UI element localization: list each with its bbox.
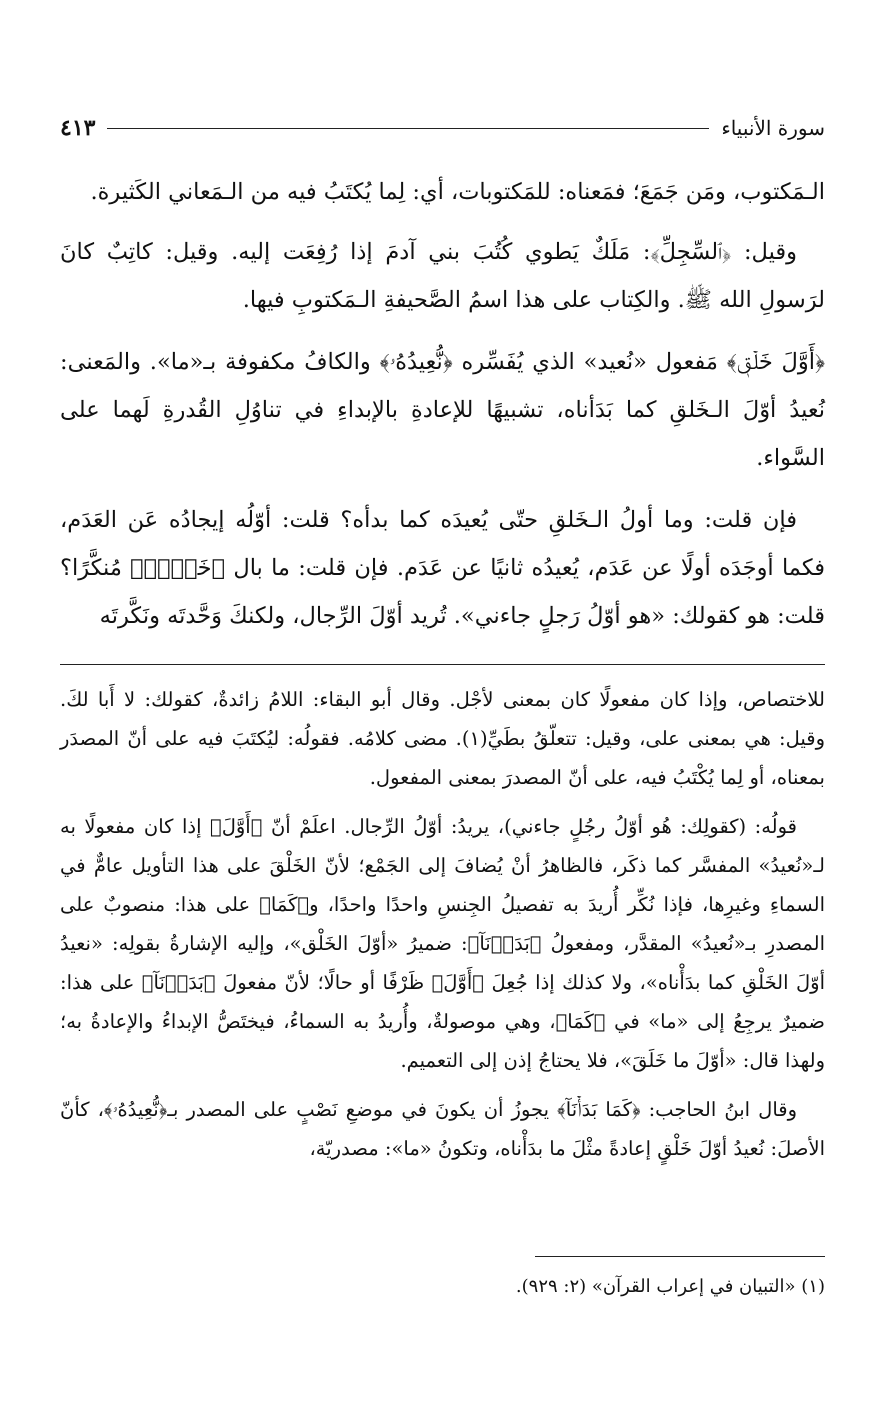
main-paragraph-1: الـمَكتوب، ومَن جَمَعَ؛ فمَعناه: للمَكتوبات، أي: لِما يُكتَبُ فيه من الـمَعاني الكَثيرة.: [90, 179, 825, 205]
commentary-paragraph-2: قولُه: (كقولِك: هُو أوّلُ رجُلٍ جاءني)، يريدُ: أوّلُ الرِّجال. اعلَمْ أنّ ﴿أَوَّلَ﴾ إذا كان مفعولًا به لـ«نُعيدُ» المفسَّر كما ذكَر، فالظاهرُ أنْ يُضافَ إلى الجَمْع؛ لأنّ الخَلْقَ على هذا التأويل عامٌّ في السماءِ وغيرِها، فإذا نُكِّر أُريدَ به تفصيلُ الجِنسِ واحدًا واحدًا، و﴿كَمَا﴾ على هذا: منصوبٌ على المصدرِ بـ«نُعيدُ» المقدَّر، ومفعولُ ﴿بَدَأۡنَآ﴾: ضميرُ «أوّلَ الخَلْق»، وإليه الإشارةُ بقولِه: «نعيدُ أوّلَ الخَلْقِ كما بدَأْناه»، ولا كذلك إذا جُعِلَ ﴿أَوَّلَ﴾ ظَرْفًا أو حالًا؛ لأنّ مفعولَ ﴿بَدَأۡنَآ﴾ على هذا: ضميرٌ يرجِعُ إلى «ما» في ﴿كَمَا﴾، وهي موصولةٌ، وأُريدُ به السماءُ، فيختَصُّ الإبداءُ والإعادةُ به؛ ولهذا قال: «أوّلَ ما خَلَقَ»، فلا يحتاجُ إذن إلى التعميم.: [60, 815, 825, 1072]
header-rule: [107, 128, 709, 129]
commentary-paragraph-1: للاختصاص، وإذا كان مفعولًا كان بمعنى لأجْل. وقال أبو البقاء: اللامُ زائدةٌ، كقولك: لا أَبا لكَ. وقيل: هي بمعنى على، وقيل: تتعلّقُ بطَيِّ(١). مضى كلامُه. فقولُه: ليُكتَبَ فيه على أنّ المصدَر بمعناه، أو لِما يُكْتَبُ فيه، على أنّ المصدرَ بمعنى المفعول.: [60, 688, 825, 789]
main-paragraph-2: وقيل: ﴿ٱلسِّجِلِّ﴾: مَلَكٌ يَطوي كُتُبَ بني آدمَ إذا رُفِعَت إليه. وقيل: كاتِبٌ كانَ لرَسولِ الله ﷺ. والكِتاب على هذا اسمُ الصَّحيفةِ الـمَكتوبِ فيها.: [60, 239, 825, 313]
footnote-rule: [535, 1256, 825, 1257]
main-paragraph-4: فإن قلت: وما أولُ الـخَلقِ حتّى يُعيدَه كما بدأه؟ قلت: أوّلُه إيجادُه عَن العَدَم، فكما أوجَدَه أولًا عن عَدَم، يُعيدُه ثانيًا عن عَدَم. فإن قلت: ما بال ﴿خَلۡقٖ﴾ مُنكَّرًا؟ قلت: هو كقولك: «هو أوّلُ رَجلٍ جاءني». تُريد أوّلَ الرِّجال، ولكنكَ وَحَّدتَه ونَكَّرتَه: [60, 507, 825, 629]
main-text: [60, 168, 825, 654]
main-divider: [60, 664, 825, 665]
footnote: (١) «التبيان في إعراب القرآن» (٢: ٩٢٩).: [515, 1276, 825, 1297]
running-header: [60, 112, 825, 144]
main-paragraph-3: ﴿أَوَّلَ خَلۡقٖ﴾ مَفعول «نُعيد» الذي يُفَسِّره ﴿نُّعِيدُهُۥ﴾ والكافُ مكفوفة بـ«ما». والمَعنى: نُعيدُ أوّلَ الـخَلقِ كما بَدَأناه، تشبيهًا للإعادةِ بالإبداءِ في تناوُلِ القُدرةِ لَهما على السَّواء.: [60, 349, 825, 471]
book-page: [60, 0, 825, 1406]
commentary-paragraph-3: وقال ابنُ الحاجب: ﴿كَمَا بَدَأۡنَآ﴾ يجوزُ أن يكونَ في موضعِ نَصْبٍ على المصدر بـ﴿نُّعِيدُهُۥ﴾، كأنّ الأصلَ: نُعيدُ أوّلَ خَلْقٍ إعادةً مثْلَ ما بدَأْناه، وتكونُ «ما»: مصدريّة،: [60, 1098, 825, 1160]
page-number: ٤١٣: [60, 115, 96, 141]
commentary-text: [60, 680, 825, 1178]
surah-title: سورة الأنبياء: [721, 116, 825, 140]
